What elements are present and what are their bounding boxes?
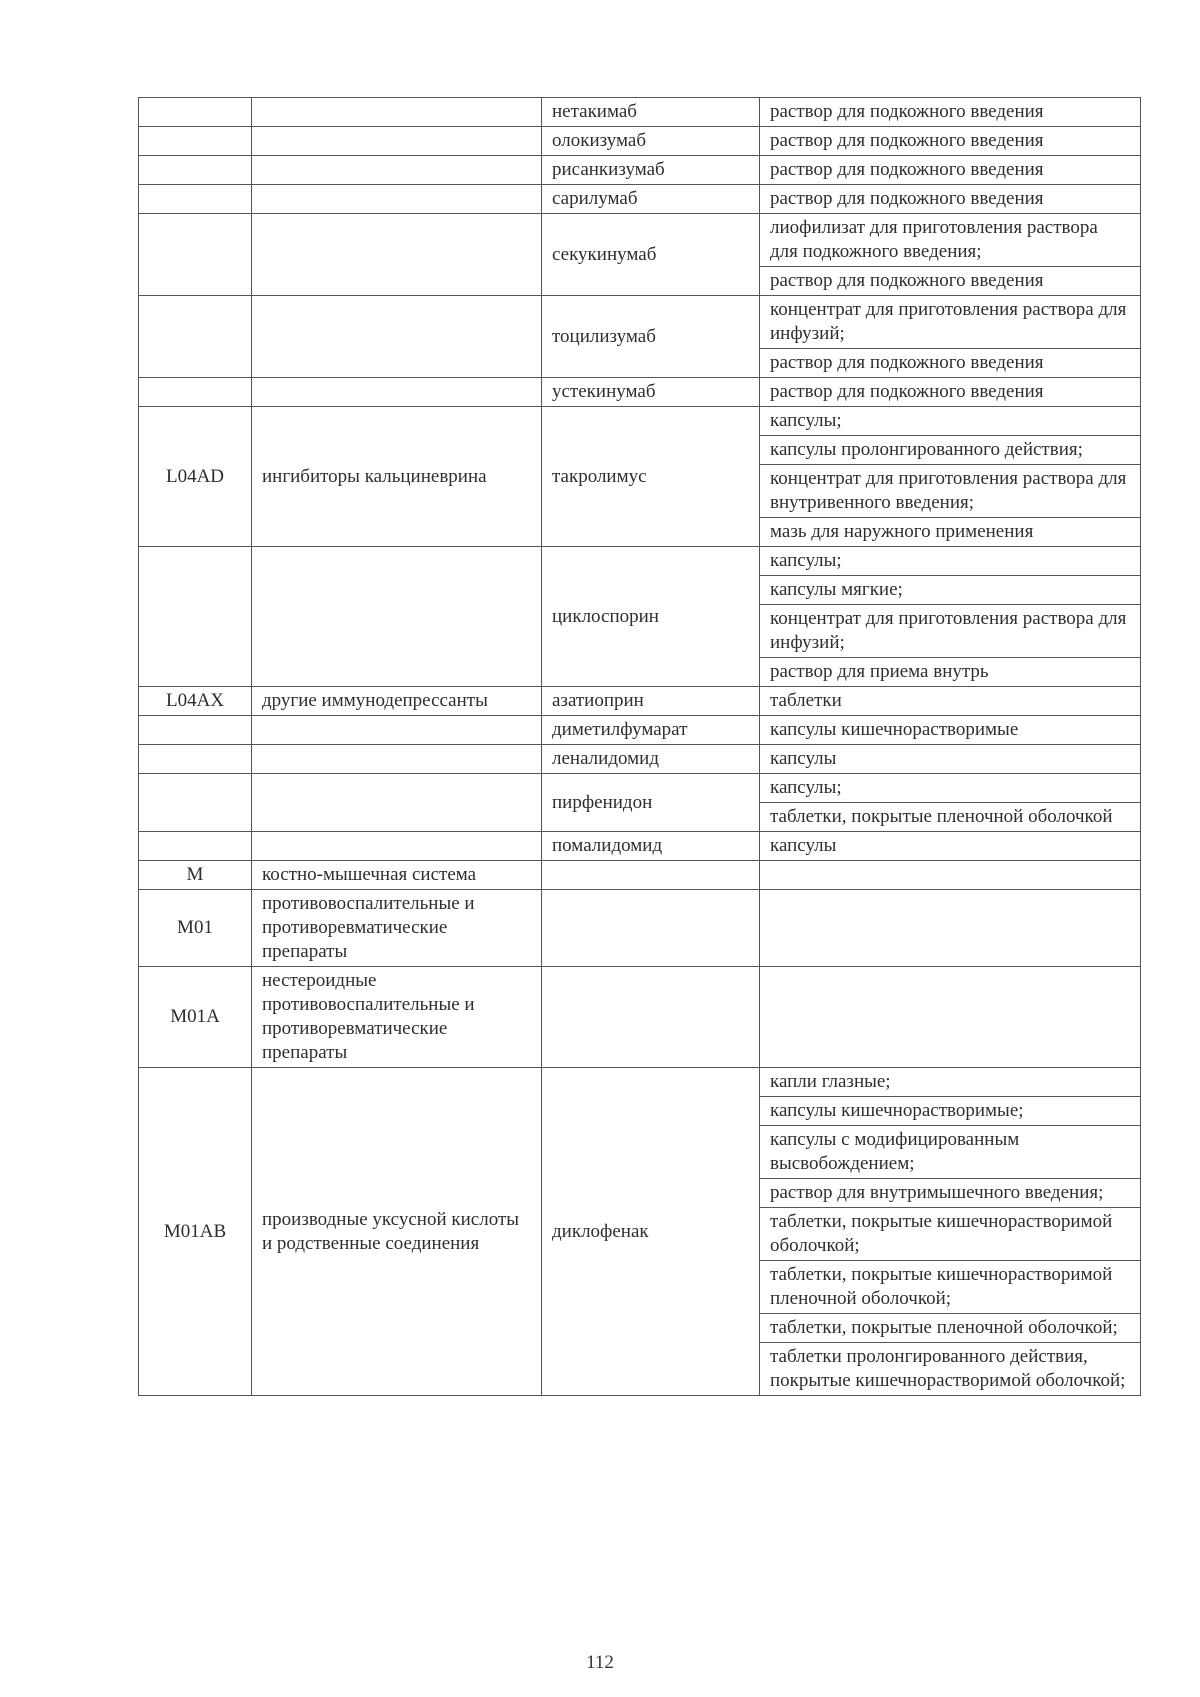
atc-code-cell: [139, 716, 252, 745]
table-row: [139, 832, 1141, 861]
dosage-form-cell: таблетки, покрытые пленочной оболочкой;: [760, 1314, 1141, 1343]
atc-code-cell: [139, 745, 252, 774]
table-row: [139, 547, 1141, 576]
drug-name-cell: тоцилизумаб: [542, 296, 760, 378]
dosage-form-cell: раствор для подкожного введения: [760, 378, 1141, 407]
dosage-form-cell: таблетки, покрытые кишечнорастворимой пленочной оболочкой;: [760, 1261, 1141, 1314]
table-row: [139, 98, 1141, 127]
atc-code-cell: [139, 832, 252, 861]
drug-name-cell: такролимус: [542, 407, 760, 547]
dosage-form-cell: лиофилизат для приготовления раствора для подкожного введения;: [760, 214, 1141, 267]
atc-code-cell: M01: [139, 890, 252, 967]
anatomical-group-cell: [252, 832, 542, 861]
anatomical-group-cell: производные уксусной кислоты и родственные соединения: [252, 1068, 542, 1396]
drug-table-body: [139, 98, 1141, 1396]
drug-name-cell: помалидомид: [542, 832, 760, 861]
dosage-form-cell: раствор для приема внутрь: [760, 658, 1141, 687]
anatomical-group-cell: [252, 296, 542, 378]
dosage-form-cell: капсулы мягкие;: [760, 576, 1141, 605]
drug-name-cell: диметилфумарат: [542, 716, 760, 745]
table-row: [139, 185, 1141, 214]
atc-code-cell: L04AX: [139, 687, 252, 716]
dosage-form-cell: капсулы;: [760, 774, 1141, 803]
dosage-form-cell: раствор для внутримышечного введения;: [760, 1179, 1141, 1208]
anatomical-group-cell: нестероидные противовоспалительные и противоревматические препараты: [252, 967, 542, 1068]
page-number: 112: [586, 1652, 614, 1673]
anatomical-group-cell: [252, 547, 542, 687]
anatomical-group-cell: костно-мышечная система: [252, 861, 542, 890]
atc-code-cell: [139, 774, 252, 832]
anatomical-group-cell: ингибиторы кальциневрина: [252, 407, 542, 547]
atc-code-cell: [139, 547, 252, 687]
dosage-form-cell: раствор для подкожного введения: [760, 98, 1141, 127]
dosage-form-cell: концентрат для приготовления раствора для инфузий;: [760, 605, 1141, 658]
table-row: [139, 378, 1141, 407]
atc-code-cell: [139, 214, 252, 296]
anatomical-group-cell: противовоспалительные и противоревматические препараты: [252, 890, 542, 967]
drug-name-cell: диклофенак: [542, 1068, 760, 1396]
drug-name-cell: олокизумаб: [542, 127, 760, 156]
dosage-form-cell: таблетки, покрытые кишечнорастворимой оболочкой;: [760, 1208, 1141, 1261]
dosage-form-cell: раствор для подкожного введения: [760, 267, 1141, 296]
table-row: [139, 214, 1141, 267]
dosage-form-cell: раствор для подкожного введения: [760, 349, 1141, 378]
dosage-form-cell: капсулы;: [760, 547, 1141, 576]
drug-name-cell: азатиоприн: [542, 687, 760, 716]
dosage-form-cell: капсулы кишечнорастворимые;: [760, 1097, 1141, 1126]
dosage-form-cell: раствор для подкожного введения: [760, 127, 1141, 156]
dosage-form-cell: таблетки, покрытые пленочной оболочкой: [760, 803, 1141, 832]
anatomical-group-cell: [252, 185, 542, 214]
anatomical-group-cell: [252, 745, 542, 774]
dosage-form-cell: капсулы;: [760, 407, 1141, 436]
drug-table: [138, 97, 1141, 1396]
dosage-form-cell: мазь для наружного применения: [760, 518, 1141, 547]
drug-name-cell: пирфенидон: [542, 774, 760, 832]
drug-name-cell: [542, 890, 760, 967]
atc-code-cell: M: [139, 861, 252, 890]
dosage-form-cell: таблетки пролонгированного действия, покрытые кишечнорастворимой оболочкой;: [760, 1343, 1141, 1396]
dosage-form-cell: капсулы: [760, 832, 1141, 861]
atc-code-cell: [139, 98, 252, 127]
table-row: [139, 890, 1141, 967]
drug-name-cell: сарилумаб: [542, 185, 760, 214]
atc-code-cell: [139, 378, 252, 407]
anatomical-group-cell: [252, 214, 542, 296]
table-row: [139, 861, 1141, 890]
drug-name-cell: устекинумаб: [542, 378, 760, 407]
table-row: [139, 967, 1141, 1068]
dosage-form-cell: таблетки: [760, 687, 1141, 716]
atc-code-cell: [139, 185, 252, 214]
table-row: [139, 716, 1141, 745]
dosage-form-cell: [760, 890, 1141, 967]
drug-name-cell: циклоспорин: [542, 547, 760, 687]
dosage-form-cell: раствор для подкожного введения: [760, 185, 1141, 214]
dosage-form-cell: капсулы: [760, 745, 1141, 774]
dosage-form-cell: [760, 967, 1141, 1068]
atc-code-cell: [139, 296, 252, 378]
table-row: [139, 156, 1141, 185]
drug-name-cell: [542, 967, 760, 1068]
table-row: [139, 127, 1141, 156]
dosage-form-cell: капсулы с модифицированным высвобождением;: [760, 1126, 1141, 1179]
anatomical-group-cell: другие иммунодепрессанты: [252, 687, 542, 716]
table-row: [139, 296, 1141, 349]
drug-name-cell: [542, 861, 760, 890]
dosage-form-cell: концентрат для приготовления раствора для внутривенного введения;: [760, 465, 1141, 518]
dosage-form-cell: капли глазные;: [760, 1068, 1141, 1097]
dosage-form-cell: капсулы пролонгированного действия;: [760, 436, 1141, 465]
dosage-form-cell: концентрат для приготовления раствора для инфузий;: [760, 296, 1141, 349]
dosage-form-cell: капсулы кишечнорастворимые: [760, 716, 1141, 745]
anatomical-group-cell: [252, 716, 542, 745]
atc-code-cell: [139, 156, 252, 185]
anatomical-group-cell: [252, 156, 542, 185]
table-row: [139, 407, 1141, 436]
dosage-form-cell: [760, 861, 1141, 890]
drug-name-cell: секукинумаб: [542, 214, 760, 296]
atc-code-cell: L04AD: [139, 407, 252, 547]
atc-code-cell: [139, 127, 252, 156]
drug-name-cell: леналидомид: [542, 745, 760, 774]
atc-code-cell: M01AB: [139, 1068, 252, 1396]
table-row: [139, 687, 1141, 716]
drug-name-cell: нетакимаб: [542, 98, 760, 127]
drug-name-cell: рисанкизумаб: [542, 156, 760, 185]
dosage-form-cell: раствор для подкожного введения: [760, 156, 1141, 185]
atc-code-cell: M01A: [139, 967, 252, 1068]
anatomical-group-cell: [252, 127, 542, 156]
table-row: [139, 745, 1141, 774]
anatomical-group-cell: [252, 378, 542, 407]
anatomical-group-cell: [252, 98, 542, 127]
table-row: [139, 774, 1141, 803]
table-row: [139, 1068, 1141, 1097]
anatomical-group-cell: [252, 774, 542, 832]
